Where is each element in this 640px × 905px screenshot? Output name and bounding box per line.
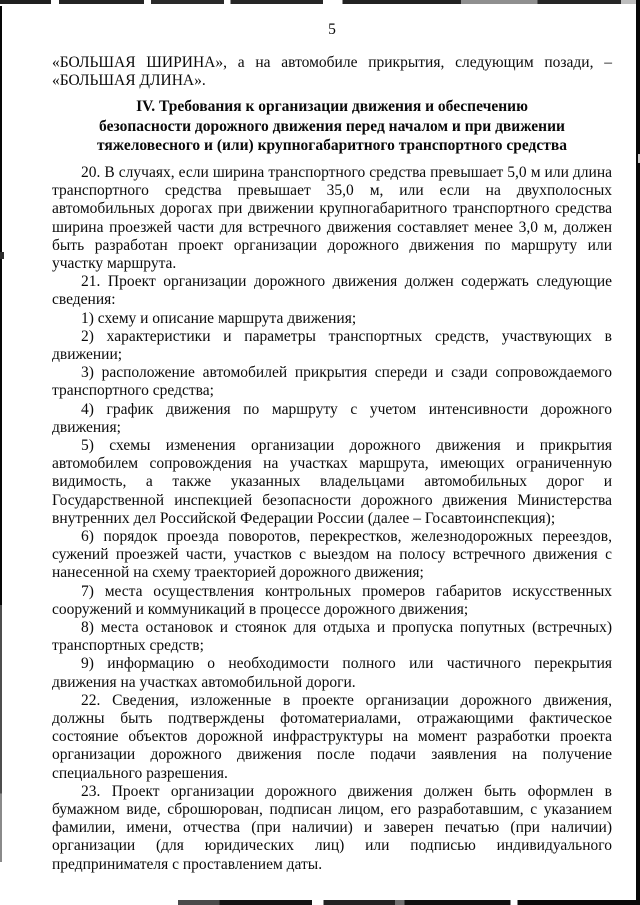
paragraph-20: 20. В случаях, если ширина транспортного средства превышает 5,0 м или длина транспортного средства превышает 35,0 м, или если на двухполосных автомобильных дорогах при движении крупногабаритного транспортного средства ширина проезжей части для встречного движения составляет менее 3,0 м, должен быть разработан проект организации дорожного движения по маршруту или участку маршрута.: [52, 163, 612, 272]
list-item-6: 6) порядок проезда поворотов, перекрестков, железнодорожных переездов, сужений проезжей части, участков с выездом на полосу встречного движения с нанесенной на схему траекторией дорожного движения;: [52, 527, 612, 582]
list-item-1: 1) схему и описание маршрута движения;: [81, 309, 357, 327]
page-number: 5: [328, 21, 336, 38]
list-item-9: 9) информацию о необходимости полного или частичного перекрытия движения на участках автомобильной дороги.: [52, 655, 612, 691]
list-item-4: 4) график движения по маршруту с учетом интенсивности дорожного движения;: [52, 400, 612, 436]
list-item-5: 5) схемы изменения организации дорожного движения и прикрытия автомобилем сопровождения на участках маршрута, имеющих ограниченную видимость, а также указанных владельцами автомобильных дорог и Государственной инспекцией безопасности дорожного движения Министерства внутренних дел Российской Федерации России (далее – Госавтоинспекция);: [52, 436, 612, 527]
list-item-8: 8) места остановок и стоянок для отдыха и пропуска попутных (встречных) транспортных средств;: [52, 618, 612, 655]
scan-artifact-top-edge: [0, 0, 640, 4]
section-heading-line-1: IV. Требования к организации движения и обеспечению: [136, 98, 528, 116]
text-column: [52, 21, 612, 874]
list-item-3: 3) расположение автомобилей прикрытия спереди и сзади сопровождаемого транспортного средства;: [52, 364, 612, 400]
section-heading-line-3: тяжеловесного и (или) крупногабаритного транспортного средства: [96, 137, 567, 155]
scan-artifact-bottom-edge: [178, 900, 640, 905]
scan-artifact-left-notch: [0, 252, 4, 259]
section-heading: [52, 97, 612, 156]
scan-artifact-right-edge: [636, 0, 640, 905]
scan-artifact-left-edge: [0, 6, 2, 862]
section-heading-line-2: безопасности дорожного движения перед началом и при движении: [99, 117, 565, 135]
list-item-2: 2) характеристики и параметры транспортных средств, участвующих в движении;: [52, 327, 612, 363]
paragraph-22: 22. Сведения, изложенные в проекте организации дорожного движения, должны быть подтверждены фотоматериалами, отражающими фактическое состояние объектов дорожной инфраструктуры на момент разработки проекта организации дорожного движения после подачи заявления на получение специального разрешения.: [52, 691, 612, 782]
paragraph-intro: «БОЛЬШАЯ ШИРИНА», а на автомобиле прикрытия, следующим позади, – «БОЛЬШАЯ ДЛИНА».: [52, 54, 612, 90]
paragraph-21: 21. Проект организации дорожного движения должен содержать следующие сведения:: [52, 273, 612, 309]
paragraph-23: 23. Проект организации дорожного движения должен быть оформлен в бумажном виде, сброшюрован, подписан лицом, его разработавшим, с указанием фамилии, имени, отчества (при наличии) и заверен печатью (при наличии) организации (для юридических лиц) или подписью индивидуального предпринимателя с проставлением даты.: [52, 782, 612, 873]
list-item-7: 7) места осуществления контрольных промеров габаритов искусственных сооружений и коммуникаций в процессе дорожного движения;: [52, 582, 612, 618]
